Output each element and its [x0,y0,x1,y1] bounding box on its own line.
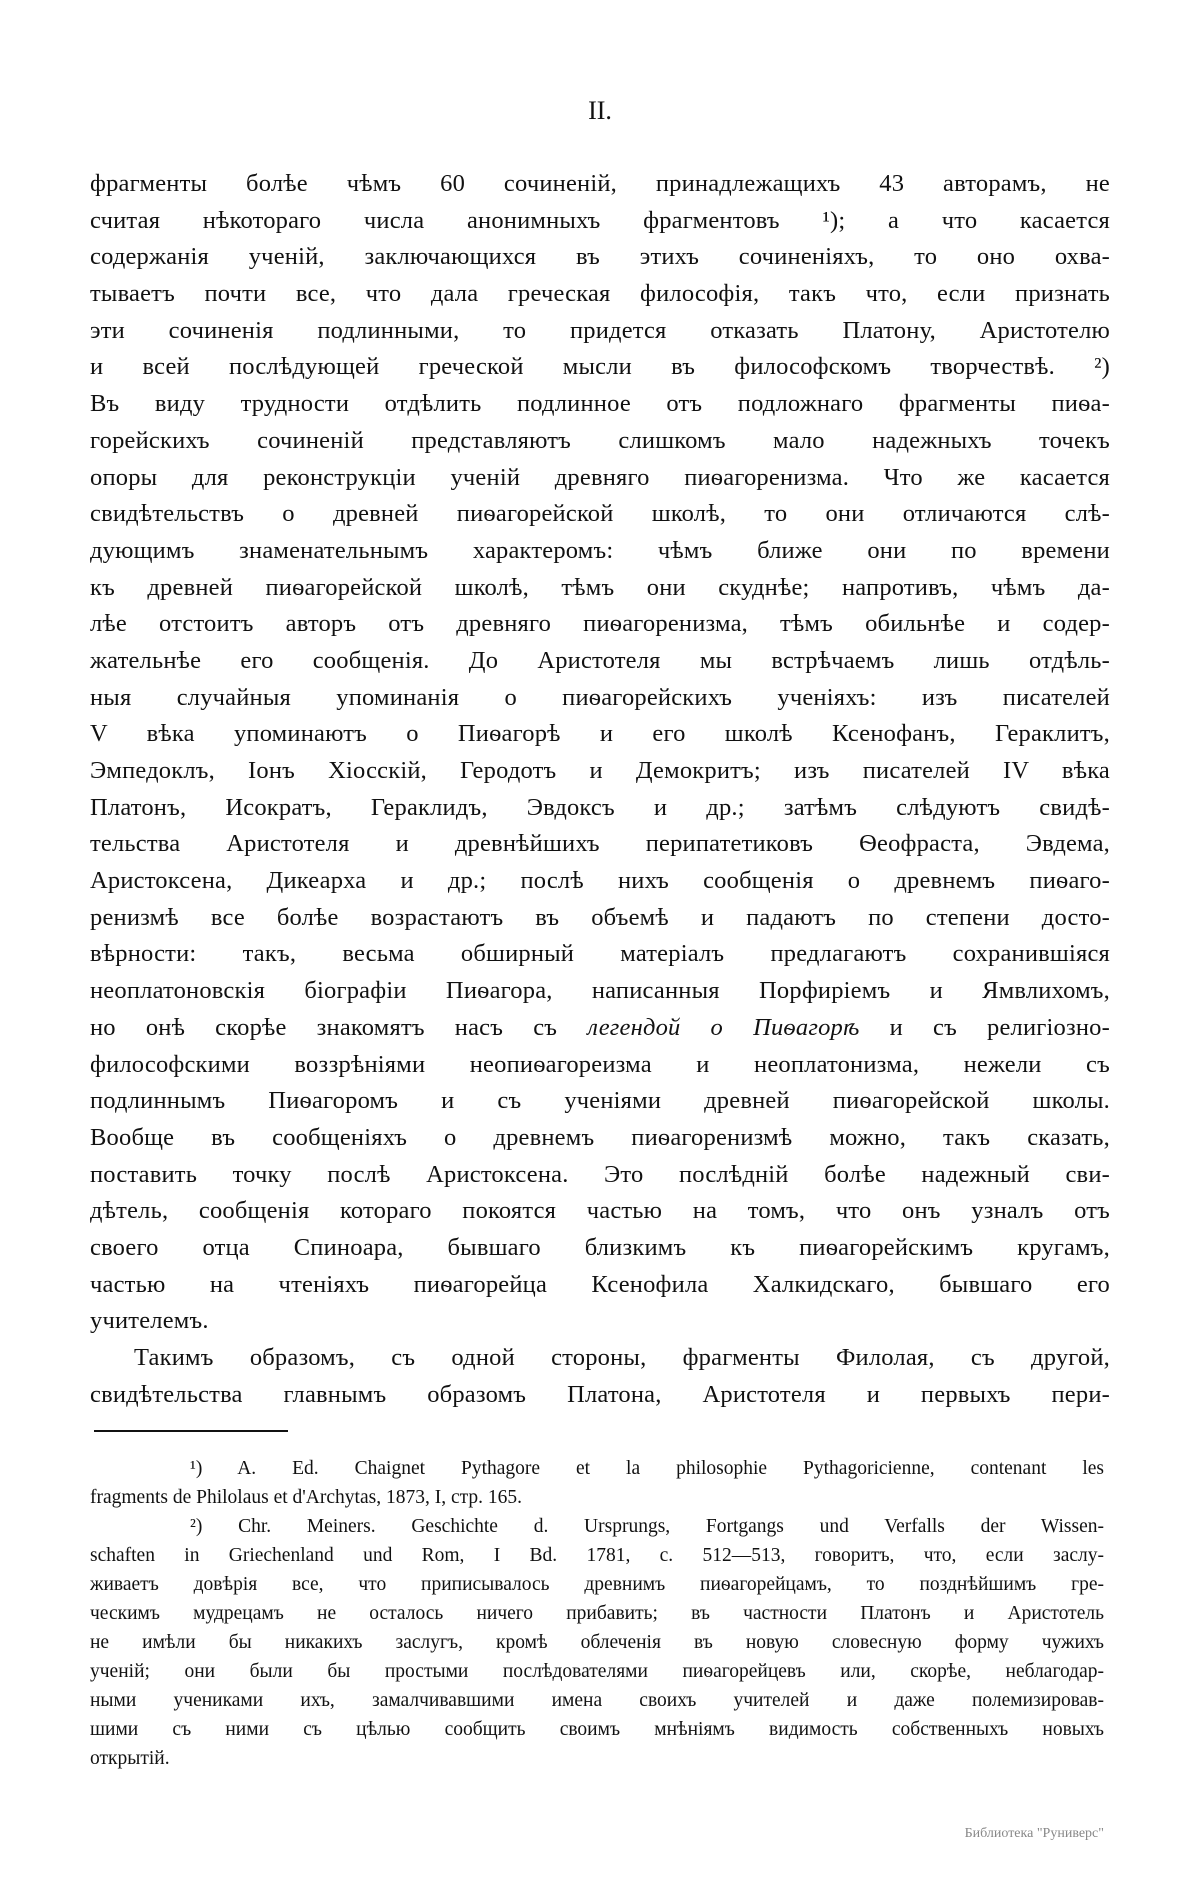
page-number: II. [588,96,612,125]
text-line: дующимъ знаменательнымъ характеромъ: чѣмъ ближе они по времени [90,536,1110,564]
text-line: ренизмѣ все болѣе возрастаютъ въ объемѣ и падаютъ по степени досто- [90,903,1110,931]
library-watermark: Библиотека "Руниверс" [964,1826,1104,1841]
footnote-line: ученій; они были бы простыми послѣдователями пиѳагорейцевъ или, скорѣе, неблагодар- [90,1661,1104,1682]
footnote-line: ными учениками ихъ, замалчивавшими имена своихъ учителей и даже полемизировав- [90,1690,1104,1711]
text-segment: и съ религіозно- [859,1013,1110,1041]
text-line: неоплатоновскія біографіи Пиѳагора, написанныя Порфиріемъ и Ямвлихомъ, [90,977,1110,1005]
text-line: жательнѣе его сообщенія. До Аристотеля мы встрѣчаемъ лишь отдѣль- [90,646,1110,674]
text-line: Платонъ, Исократъ, Гераклидъ, Эвдоксъ и др.; затѣмъ слѣдуютъ свидѣ- [90,793,1110,821]
footnotes [90,1454,1104,1773]
text-line: вѣрности: такъ, весьма обширный матеріалъ предлагаютъ сохранившіяся [90,940,1110,968]
italic-phrase: легендой о Пиѳагорѣ [587,1013,860,1041]
footnote-line: живаетъ довѣрія все, что приписывалось древнимъ пиѳагорейцамъ, то позднѣйшимъ гре- [90,1574,1104,1595]
text-line: Такимъ образомъ, съ одной стороны, фрагменты Филолая, съ другой, [134,1344,1110,1371]
text-line: поставить точку послѣ Аристоксена. Это послѣдній болѣе надежный сви- [90,1160,1110,1188]
text-line: V вѣка упоминаютъ о Пиѳагорѣ и его школѣ Ксенофанъ, Гераклитъ, [90,720,1110,748]
text-line: частью на чтеніяхъ пиѳагорейца Ксенофила Халкидскаго, бывшаго его [90,1270,1110,1298]
text-line: учителемъ. [90,1307,209,1335]
text-line: горейскихъ сочиненій представляютъ слишкомъ мало надежныхъ точекъ [90,426,1110,454]
text-line: дѣтель, сообщенія котораго покоятся частью на томъ, что онъ узналъ отъ [90,1197,1110,1225]
text-line: и всей послѣдующей греческой мысли въ философскомъ творчествѣ. ²) [90,353,1110,381]
text-line: Аристоксена, Дикеарха и др.; послѣ нихъ сообщенія о древнемъ пиѳаго- [90,867,1110,895]
text-line: свидѣтельства главнымъ образомъ Платона, Аристотеля и первыхъ пери- [90,1380,1110,1408]
text-line: Эмпедоклъ, Іонъ Хіосскій, Геродотъ и Демокритъ; изъ писателей IV вѣка [90,757,1110,784]
text-line: тываетъ почти все, что дала греческая философія, такъ что, если признать [90,280,1110,308]
text-line: своего отца Спиноара, бывшаго близкимъ къ пиѳагорейскимъ кругамъ, [90,1233,1110,1261]
text-line: подлиннымъ Пиѳагоромъ и съ ученіями древней пиѳагорейской школы. [90,1087,1110,1115]
text-line: лѣе отстоитъ авторъ отъ древняго пиѳагоренизма, тѣмъ обильнѣе и содер- [90,610,1110,638]
footnote-line: ческимъ мудрецамъ не осталось ничего прибавить; въ частности Платонъ и Аристотель [90,1603,1104,1624]
text-line: философскими воззрѣніями неопиѳагореизма и неоплатонизма, нежели съ [90,1050,1110,1078]
footnote-line: ²) Chr. Meiners. Geschichte d. Ursprungs, Fortgangs und Verfalls der Wissen- [190,1516,1104,1537]
text-line: фрагменты болѣе чѣмъ 60 сочиненій, принадлежащихъ 43 авторамъ, не [90,170,1110,197]
text-line: опоры для реконструкціи ученій древняго пиѳагоренизма. Что же касается [90,463,1110,491]
text-line: ныя случайныя упоминанія о пиѳагорейскихъ ученіяхъ: изъ писателей [90,683,1110,711]
footnote-line: не имѣли бы никакихъ заслугъ, кромѣ облеченія въ новую словесную форму чужихъ [90,1632,1104,1653]
text-segment: но онѣ скорѣе знакомятъ насъ съ [90,1013,588,1041]
text-line: считая нѣкотораго числа анонимныхъ фрагментовъ ¹); а что касается [90,206,1110,234]
text-line: свидѣтельствъ о древней пиѳагорейской школѣ, то они отличаются слѣ- [90,500,1110,528]
footnote-line: fragments de Philolaus et d'Archytas, 1873, I, стр. 165. [90,1487,522,1508]
text-line: къ древней пиѳагорейской школѣ, тѣмъ они скуднѣе; напротивъ, чѣмъ да- [90,573,1110,601]
text-line: тельства Аристотеля и древнѣйшихъ перипатетиковъ Ѳеофраста, Эвдема, [90,830,1110,858]
footnote-line: schaften in Griechenland und Rom, I Bd. 1781, c. 512—513, говоритъ, что, если заслу- [90,1545,1104,1566]
footnote-divider [94,1430,288,1432]
text-line: Вообще въ сообщеніяхъ о древнемъ пиѳагоренизмѣ можно, такъ сказать, [90,1123,1110,1151]
footnote-line: ¹) A. Ed. Chaignet Pythagore et la philosophie Pythagoricienne, contenant les [190,1458,1104,1479]
text-line: эти сочиненія подлинными, то придется отказать Платону, Аристотелю [90,316,1110,344]
text-line [90,1010,1110,1047]
footnote-line: шими съ ними съ цѣлью сообщить своимъ мнѣніямъ видимость собственныхъ новыхъ [90,1719,1104,1740]
text-line: Въ виду трудности отдѣлить подлинное отъ подложнаго фрагменты пиѳа- [90,390,1110,418]
footnote-line: открытій. [90,1748,170,1769]
text-line: содержанія ученій, заключающихся въ этихъ сочиненіяхъ, то оно охва- [90,243,1110,271]
body-text [90,166,1110,1413]
